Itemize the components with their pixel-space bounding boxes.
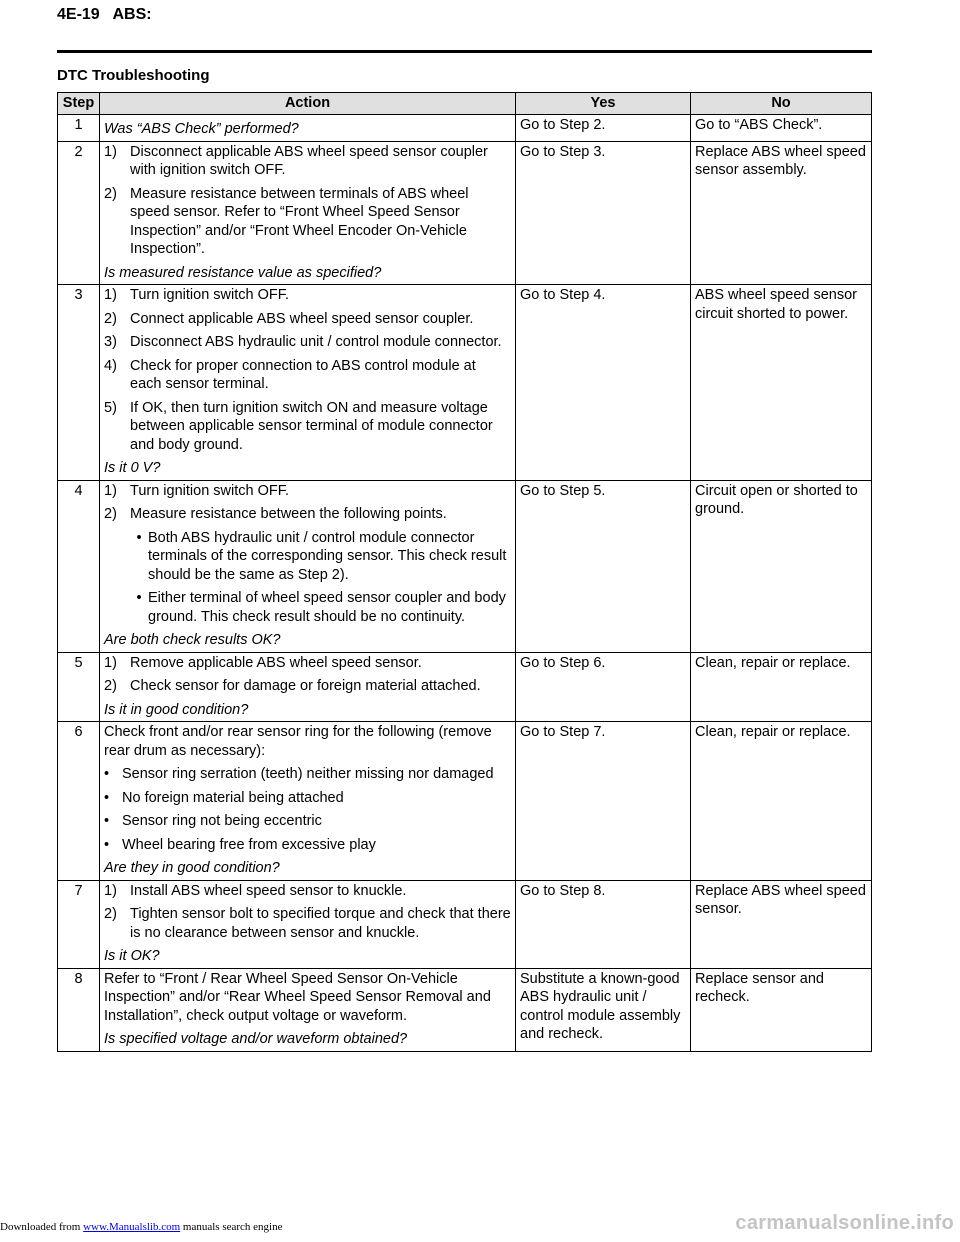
no-result: Circuit open or shorted to ground. xyxy=(691,480,872,652)
no-result: Go to “ABS Check”. xyxy=(691,115,872,142)
item-text: Sensor ring not being eccentric xyxy=(122,813,322,829)
action-cell xyxy=(100,652,516,722)
action-question: Is it in good condition? xyxy=(104,701,249,718)
section-title: DTC Troubleshooting xyxy=(57,67,210,84)
item-text: Measure resistance between terminals of ABS wheel speed sensor. Refer to “Front Wheel Speed Sensor Inspection” and/or “Front Wheel Encoder On-Vehicle Inspection”. xyxy=(130,185,469,257)
item-text: Install ABS wheel speed sensor to knuckle. xyxy=(130,882,407,899)
item-marker: • xyxy=(104,836,110,853)
action-bullet xyxy=(104,836,511,855)
action-step xyxy=(104,882,511,901)
page-ref: 4E-19 xyxy=(57,6,100,23)
action-step xyxy=(104,505,511,524)
col-step: Step xyxy=(58,93,100,115)
no-result: Replace ABS wheel speed sensor. xyxy=(691,880,872,968)
bullet-icon: • xyxy=(136,529,142,546)
item-text: Remove applicable ABS wheel speed sensor. xyxy=(130,654,422,671)
col-yes: Yes xyxy=(516,93,691,115)
step-number: 6 xyxy=(58,722,100,881)
table-header-row xyxy=(58,93,872,115)
action-step xyxy=(104,357,511,394)
item-text: Disconnect applicable ABS wheel speed sensor coupler with ignition switch OFF. xyxy=(130,143,488,178)
action-intro: Refer to “Front / Rear Wheel Speed Sensor On-Vehicle Inspection” and/or “Rear Wheel Speed Sensor Removal and Installation”, check output voltage or waveform. xyxy=(104,970,491,1024)
step-number: 8 xyxy=(58,968,100,1051)
item-marker: 1) xyxy=(104,482,117,499)
item-text: No foreign material being attached xyxy=(122,789,344,806)
yes-result: Substitute a known-good ABS hydraulic unit / control module assembly and recheck. xyxy=(516,968,691,1051)
table-row xyxy=(58,880,872,968)
action-sub-bullet xyxy=(130,589,511,626)
header-rule xyxy=(57,50,872,53)
no-result: ABS wheel speed sensor circuit shorted to power. xyxy=(691,285,872,481)
table-row xyxy=(58,652,872,722)
item-marker: 5) xyxy=(104,399,117,416)
yes-result: Go to Step 3. xyxy=(516,141,691,285)
action-step xyxy=(104,482,511,501)
action-question: Are they in good condition? xyxy=(104,860,280,876)
step-number: 1 xyxy=(58,115,100,142)
action-question: Are both check results OK? xyxy=(104,632,281,648)
item-text: Measure resistance between the following points. xyxy=(130,506,447,522)
table-row xyxy=(58,480,872,652)
action-step xyxy=(104,399,511,455)
action-bullet xyxy=(104,765,511,784)
item-marker: • xyxy=(104,789,110,806)
action-question: Is specified voltage and/or waveform obtained? xyxy=(104,1031,408,1047)
step-number: 5 xyxy=(58,652,100,722)
step-number: 2 xyxy=(58,141,100,285)
action-step xyxy=(104,333,511,352)
item-marker: • xyxy=(104,813,110,829)
yes-result: Go to Step 5. xyxy=(516,480,691,652)
item-text: Tighten sensor bolt to specified torque and check that there is no clearance between sensor and knuckle. xyxy=(130,906,511,941)
action-cell xyxy=(100,285,516,481)
action-cell xyxy=(100,968,516,1051)
step-number: 4 xyxy=(58,480,100,652)
item-marker: 2) xyxy=(104,185,117,202)
yes-result: Go to Step 6. xyxy=(516,652,691,722)
manualslib-link[interactable]: www.Manualslib.com xyxy=(83,1221,181,1233)
action-bullet xyxy=(104,789,511,808)
table-row xyxy=(58,722,872,881)
item-marker: 1) xyxy=(104,882,117,899)
item-text: Disconnect ABS hydraulic unit / control module connector. xyxy=(130,334,502,350)
action-step xyxy=(104,286,511,305)
table-row xyxy=(58,141,872,285)
col-no: No xyxy=(691,93,872,115)
table-body xyxy=(58,115,872,1052)
item-text: If OK, then turn ignition switch ON and measure voltage between applicable sensor terminal of module connector and body ground. xyxy=(130,399,493,453)
yes-result: Go to Step 2. xyxy=(516,115,691,142)
sub-text: Both ABS hydraulic unit / control module connector terminals of the corresponding sensor. This check result should be the same as Step 2). xyxy=(148,529,507,583)
yes-result: Go to Step 4. xyxy=(516,285,691,481)
table-row xyxy=(58,115,872,142)
item-text: Turn ignition switch OFF. xyxy=(130,287,290,303)
action-question: Was “ABS Check” performed? xyxy=(104,121,299,137)
item-marker: 4) xyxy=(104,357,117,374)
action-cell xyxy=(100,141,516,285)
footer-suffix: manuals search engine xyxy=(182,1221,283,1233)
action-step xyxy=(104,143,511,180)
action-step xyxy=(104,185,511,259)
table-row xyxy=(58,968,872,1051)
item-text: Connect applicable ABS wheel speed sensor coupler. xyxy=(130,310,474,327)
bullet-icon: • xyxy=(136,590,142,606)
item-marker: 2) xyxy=(104,506,117,522)
action-question: Is measured resistance value as specified? xyxy=(104,264,382,281)
action-cell xyxy=(100,115,516,142)
action-cell xyxy=(100,480,516,652)
table-row xyxy=(58,285,872,481)
action-cell xyxy=(100,880,516,968)
action-cell xyxy=(100,722,516,881)
item-text: Check for proper connection to ABS control module at each sensor terminal. xyxy=(130,357,476,392)
footer-prefix: Downloaded from xyxy=(0,1221,81,1233)
yes-result: Go to Step 7. xyxy=(516,722,691,881)
no-result: Clean, repair or replace. xyxy=(691,722,872,881)
item-marker: 1) xyxy=(104,654,117,671)
action-step xyxy=(104,905,511,942)
item-marker: 1) xyxy=(104,143,117,160)
sub-text: Either terminal of wheel speed sensor coupler and body ground. This check result should be no continuity. xyxy=(148,590,506,625)
item-text: Wheel bearing free from excessive play xyxy=(122,836,376,853)
col-action: Action xyxy=(100,93,516,115)
watermark: carmanualsonline.info xyxy=(735,1212,954,1234)
item-text: Check sensor for damage or foreign material attached. xyxy=(130,678,481,694)
section-name: ABS: xyxy=(112,6,152,23)
no-result: Clean, repair or replace. xyxy=(691,652,872,722)
step-number: 7 xyxy=(58,880,100,968)
action-question: Is it 0 V? xyxy=(104,460,161,476)
action-sub-bullet xyxy=(130,529,511,585)
item-text: Sensor ring serration (teeth) neither missing nor damaged xyxy=(122,766,494,782)
step-number: 3 xyxy=(58,285,100,481)
action-step xyxy=(104,677,511,696)
item-marker: 3) xyxy=(104,334,117,350)
yes-result: Go to Step 8. xyxy=(516,880,691,968)
action-intro: Check front and/or rear sensor ring for the following (remove rear drum as necessary): xyxy=(104,724,492,759)
action-question: Is it OK? xyxy=(104,948,160,964)
item-marker: • xyxy=(104,766,110,782)
action-bullet xyxy=(104,812,511,831)
action-step xyxy=(104,310,511,329)
dtc-table xyxy=(57,92,872,1052)
item-text: Turn ignition switch OFF. xyxy=(130,482,290,499)
item-marker: 2) xyxy=(104,678,117,694)
no-result: Replace ABS wheel speed sensor assembly. xyxy=(691,141,872,285)
item-marker: 2) xyxy=(104,310,117,327)
action-step xyxy=(104,654,511,673)
item-marker: 1) xyxy=(104,287,117,303)
page-header xyxy=(57,6,152,24)
download-footer xyxy=(0,1221,282,1233)
item-marker: 2) xyxy=(104,906,117,922)
no-result: Replace sensor and recheck. xyxy=(691,968,872,1051)
